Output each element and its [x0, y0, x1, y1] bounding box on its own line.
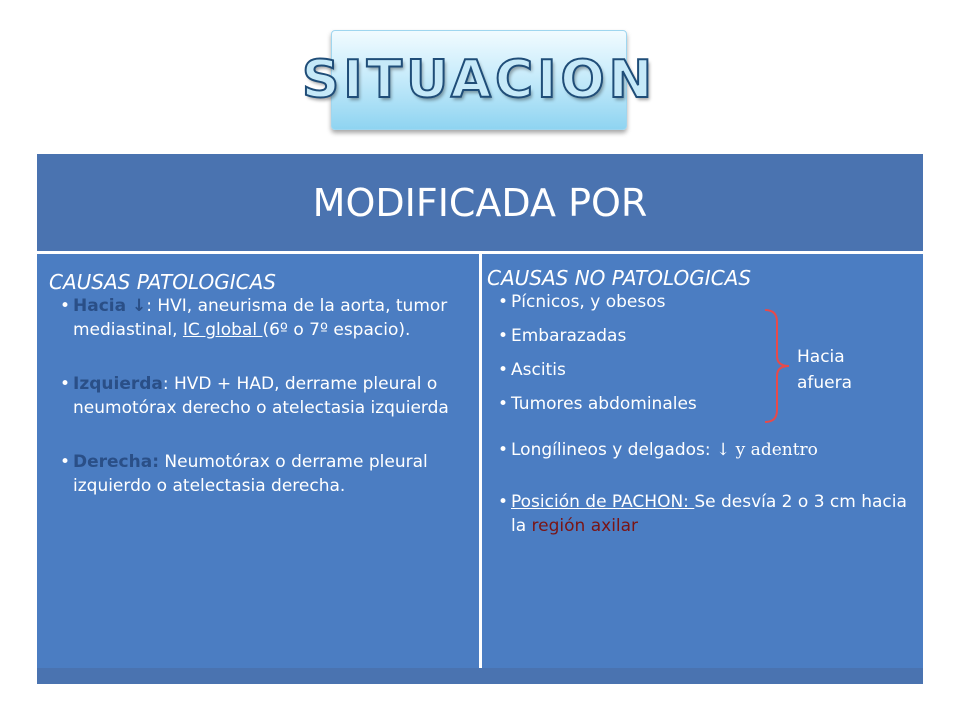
bullet-icon: • [60, 452, 71, 472]
bullet-icon: • [60, 374, 71, 394]
list-item [487, 290, 915, 324]
item-text: Neumotórax o derrame pleural izquierdo o atelectasia derecha. [73, 452, 428, 496]
table-header [37, 154, 923, 251]
item-text: Embarazadas [511, 326, 627, 346]
pathological-causes-column [37, 254, 479, 668]
bullet-icon: • [498, 326, 509, 346]
item-text: Se desvía 2 o 3 cm hacia la [511, 492, 907, 536]
item-text: : HVD + HAD, derrame pleural o neumotórax derecho o atelectasia izquierda [73, 374, 449, 418]
item-text: Tumores abdominales [511, 394, 697, 414]
brace-label-line2: afuera [797, 373, 853, 393]
list-item [49, 294, 469, 342]
table-bottom-band [37, 668, 923, 684]
causes-table [37, 154, 923, 684]
list-item-longilineos [487, 438, 915, 462]
item-text: Ascitis [511, 360, 566, 380]
item-text: Longílineos y delgados: [511, 440, 717, 460]
item-underlined-text: IC global [182, 320, 263, 340]
brace-label [797, 344, 852, 396]
item-text: Pícnicos, y obesos [511, 292, 666, 312]
non-pathological-causes-list [487, 290, 915, 538]
item-keyword: Hacia ↓ [73, 296, 147, 316]
item-keyword: Izquierda [73, 374, 163, 394]
bullet-icon: • [60, 296, 71, 316]
item-text: : HVI, aneurisma de la aorta, tumor mediastinal, [73, 296, 448, 340]
list-item [49, 450, 469, 498]
non-pathological-causes-column [482, 254, 923, 668]
table-header-text: MODIFICADA POR [312, 180, 648, 225]
bullet-icon: • [498, 292, 509, 312]
bullet-icon: • [498, 440, 509, 460]
title-box [301, 30, 657, 130]
list-item-pachon [487, 490, 915, 538]
item-keyword: Derecha: [73, 452, 160, 472]
brace-label-line1: Hacia [797, 347, 845, 367]
item-note: ↓ y adentro [716, 440, 818, 460]
pathological-causes-list [49, 294, 469, 498]
bullet-icon: • [498, 492, 509, 512]
right-brace-icon [763, 308, 793, 424]
item-text-end: (6º o 7º espacio). [262, 320, 411, 340]
item-label: Posición de PACHON: [511, 492, 695, 512]
pathological-causes-title: CAUSAS PATOLOGICAS [49, 270, 276, 294]
slide-title: SITUACION [301, 50, 657, 110]
bullet-icon: • [498, 360, 509, 380]
bullet-icon: • [498, 394, 509, 414]
list-item [49, 372, 469, 420]
non-pathological-causes-title: CAUSAS NO PATOLOGICAS [487, 266, 752, 290]
item-highlight: región axilar [531, 516, 639, 536]
